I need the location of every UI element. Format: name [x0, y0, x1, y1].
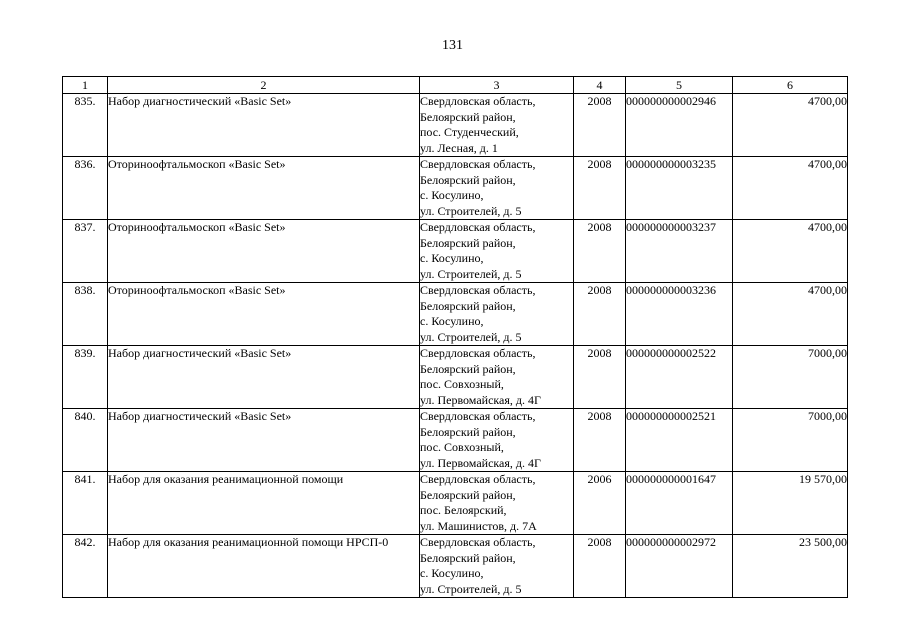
- item-cost: 4700,00: [733, 283, 848, 346]
- item-year: 2008: [574, 157, 626, 220]
- row-number: 836.: [63, 157, 108, 220]
- address-line: пос. Студенческий,: [420, 125, 519, 139]
- inventory-number: 000000000002972: [626, 535, 733, 598]
- inventory-number: 000000000002521: [626, 409, 733, 472]
- item-address: [420, 346, 574, 409]
- address-line: Свердловская область,: [420, 346, 536, 360]
- inventory-number: 000000000002946: [626, 94, 733, 157]
- item-name: Набор диагностический «Basic Set»: [108, 409, 420, 472]
- address-line: ул. Первомайская, д. 4Г: [420, 455, 541, 470]
- item-cost: 19 570,00: [733, 472, 848, 535]
- address-line: Свердловская область,: [420, 283, 536, 297]
- row-number: 842.: [63, 535, 108, 598]
- inventory-number: 000000000003236: [626, 283, 733, 346]
- address-line: ул. Лесная, д. 1: [420, 140, 498, 155]
- address-line: Белоярский район,: [420, 298, 516, 313]
- row-number: 838.: [63, 283, 108, 346]
- item-year: 2008: [574, 535, 626, 598]
- address-line: Свердловская область,: [420, 535, 536, 549]
- address-line: Свердловская область,: [420, 157, 536, 171]
- address-line: Свердловская область,: [420, 409, 536, 423]
- item-name: Набор диагностический «Basic Set»: [108, 94, 420, 157]
- item-address: [420, 472, 574, 535]
- row-number: 839.: [63, 346, 108, 409]
- address-line: Белоярский район,: [420, 487, 516, 502]
- item-name: Оториноофтальмоскоп «Basic Set»: [108, 157, 420, 220]
- item-cost: 4700,00: [733, 157, 848, 220]
- table-row: [63, 535, 848, 598]
- column-header-6: 6: [733, 77, 848, 94]
- address-line: ул. Строителей, д. 5: [420, 329, 522, 344]
- item-year: 2008: [574, 94, 626, 157]
- column-header-5: 5: [626, 77, 733, 94]
- table-row: [63, 94, 848, 157]
- item-name: Оториноофтальмоскоп «Basic Set»: [108, 220, 420, 283]
- row-number: 841.: [63, 472, 108, 535]
- address-line: ул. Машинистов, д. 7А: [420, 518, 537, 533]
- page-number: 131: [442, 38, 463, 53]
- column-header-4: 4: [574, 77, 626, 94]
- item-cost: 7000,00: [733, 346, 848, 409]
- item-year: 2006: [574, 472, 626, 535]
- item-year: 2008: [574, 220, 626, 283]
- item-year: 2008: [574, 283, 626, 346]
- inventory-number: 000000000002522: [626, 346, 733, 409]
- item-cost: 7000,00: [733, 409, 848, 472]
- address-line: Белоярский район,: [420, 109, 516, 124]
- row-number: 835.: [63, 94, 108, 157]
- inventory-number: 000000000001647: [626, 472, 733, 535]
- item-cost: 4700,00: [733, 94, 848, 157]
- item-address: [420, 409, 574, 472]
- table-row: [63, 409, 848, 472]
- address-line: с. Косулино,: [420, 251, 484, 265]
- table-header-row: [63, 77, 848, 94]
- table-body: [63, 94, 848, 598]
- row-number: 840.: [63, 409, 108, 472]
- address-line: ул. Строителей, д. 5: [420, 266, 522, 281]
- item-name: Оториноофтальмоскоп «Basic Set»: [108, 283, 420, 346]
- item-address: [420, 220, 574, 283]
- inventory-number: 000000000003237: [626, 220, 733, 283]
- item-cost: 4700,00: [733, 220, 848, 283]
- item-address: [420, 94, 574, 157]
- item-address: [420, 283, 574, 346]
- property-registry-table: [62, 76, 848, 598]
- item-name: Набор диагностический «Basic Set»: [108, 346, 420, 409]
- item-address: [420, 157, 574, 220]
- address-line: Белоярский район,: [420, 361, 516, 376]
- column-header-2: 2: [108, 77, 420, 94]
- item-address: [420, 535, 574, 598]
- table-row: [63, 220, 848, 283]
- address-line: Свердловская область,: [420, 220, 536, 234]
- address-line: Белоярский район,: [420, 172, 516, 187]
- row-number: 837.: [63, 220, 108, 283]
- address-line: пос. Совхозный,: [420, 440, 504, 454]
- address-line: с. Косулино,: [420, 314, 484, 328]
- item-year: 2008: [574, 409, 626, 472]
- address-line: Белоярский район,: [420, 424, 516, 439]
- address-line: пос. Белоярский,: [420, 503, 507, 517]
- address-line: Свердловская область,: [420, 94, 536, 108]
- item-name: Набор для оказания реанимационной помощи НРСП-0: [108, 535, 420, 598]
- column-header-1: 1: [63, 77, 108, 94]
- inventory-number: 000000000003235: [626, 157, 733, 220]
- item-year: 2008: [574, 346, 626, 409]
- table-row: [63, 346, 848, 409]
- table-row: [63, 472, 848, 535]
- address-line: ул. Строителей, д. 5: [420, 581, 522, 596]
- address-line: пос. Совхозный,: [420, 377, 504, 391]
- address-line: с. Косулино,: [420, 188, 484, 202]
- item-cost: 23 500,00: [733, 535, 848, 598]
- address-line: с. Косулино,: [420, 566, 484, 580]
- address-line: ул. Первомайская, д. 4Г: [420, 392, 541, 407]
- address-line: Белоярский район,: [420, 235, 516, 250]
- item-name: Набор для оказания реанимационной помощи: [108, 472, 420, 535]
- column-header-3: 3: [420, 77, 574, 94]
- table-row: [63, 157, 848, 220]
- table-row: [63, 283, 848, 346]
- address-line: ул. Строителей, д. 5: [420, 203, 522, 218]
- address-line: Белоярский район,: [420, 550, 516, 565]
- address-line: Свердловская область,: [420, 472, 536, 486]
